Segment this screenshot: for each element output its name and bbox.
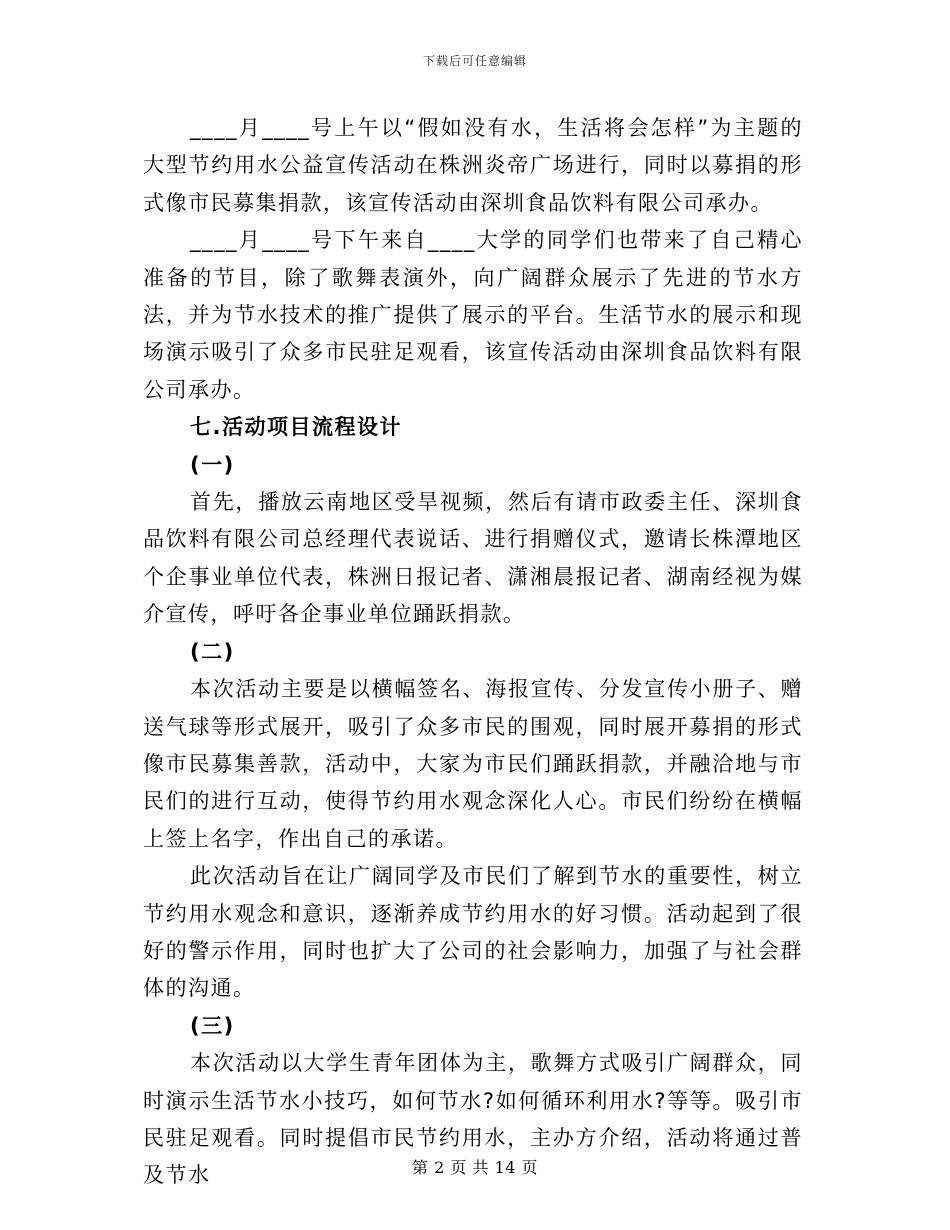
section-heading: 七.活动项目流程设计 bbox=[190, 415, 402, 440]
paragraph-5: 此次活动旨在让广阔同学及市民们了解到节水的重要性，树立节约用水观念和意识，逐渐养成节约用水的好习惯。活动起到了很好的警示作用，同时也扩大了公司的社会影响力，加强了与社会群体的沟通。 bbox=[143, 864, 803, 1001]
paragraph-2: ____月____号下午来自____大学的同学们也带来了自己精心准备的节目，除了歌舞表演外，向广阔群众展示了先进的节水方法，并为节水技术的推广提供了展示的平台。生活节水的展示和现场演示吸引了众多市民驻足观看，该宣传活动由深圳食品饮料有限公司承办。 bbox=[143, 228, 803, 402]
paragraph-1: ____月____号上午以“假如没有水，生活将会怎样”为主题的大型节约用水公益宣传活动在株洲炎帝广场进行，同时以募捐的形式像市民募集捐款，该宣传活动由深圳食品饮料有限公司承办。 bbox=[143, 116, 803, 215]
document-body bbox=[143, 110, 803, 1195]
paragraph-6: 本次活动以大学生青年团体为主，歌舞方式吸引广阔群众，同时演示生活节水小技巧，如何节水?如何循环利用水?等等。吸引市民驻足观看。同时提倡市民节约用水，主办方介绍，活动将通过普及节水 bbox=[143, 1051, 803, 1188]
paragraph-4: 本次活动主要是以横幅签名、海报宣传、分发宣传小册子、赠送气球等形式展开，吸引了众多市民的围观，同时展开募捐的形式像市民募集善款，活动中，大家为市民们踊跃捐款，并融洽地与市民们的进行互动，使得节约用水观念深化人心。市民们纷纷在横幅上签上名字，作出自己的承诺。 bbox=[143, 677, 803, 851]
subheading-2: (二) bbox=[190, 639, 235, 664]
paragraph-3: 首先，播放云南地区受旱视频，然后有请市政委主任、深圳食品饮料有限公司总经理代表说话、进行捐赠仪式，邀请长株潭地区个企事业单位代表，株洲日报记者、潇湘晨报记者、湖南经视为媒介宣传，呼吁各企事业单位踊跃捐款。 bbox=[143, 490, 803, 627]
page-footer: 第 2 页 共 14 页 bbox=[412, 1158, 538, 1177]
subheading-3: (三) bbox=[190, 1013, 235, 1038]
page-header: 下载后可任意编辑 bbox=[422, 54, 527, 68]
subheading-1: (一) bbox=[190, 452, 235, 477]
